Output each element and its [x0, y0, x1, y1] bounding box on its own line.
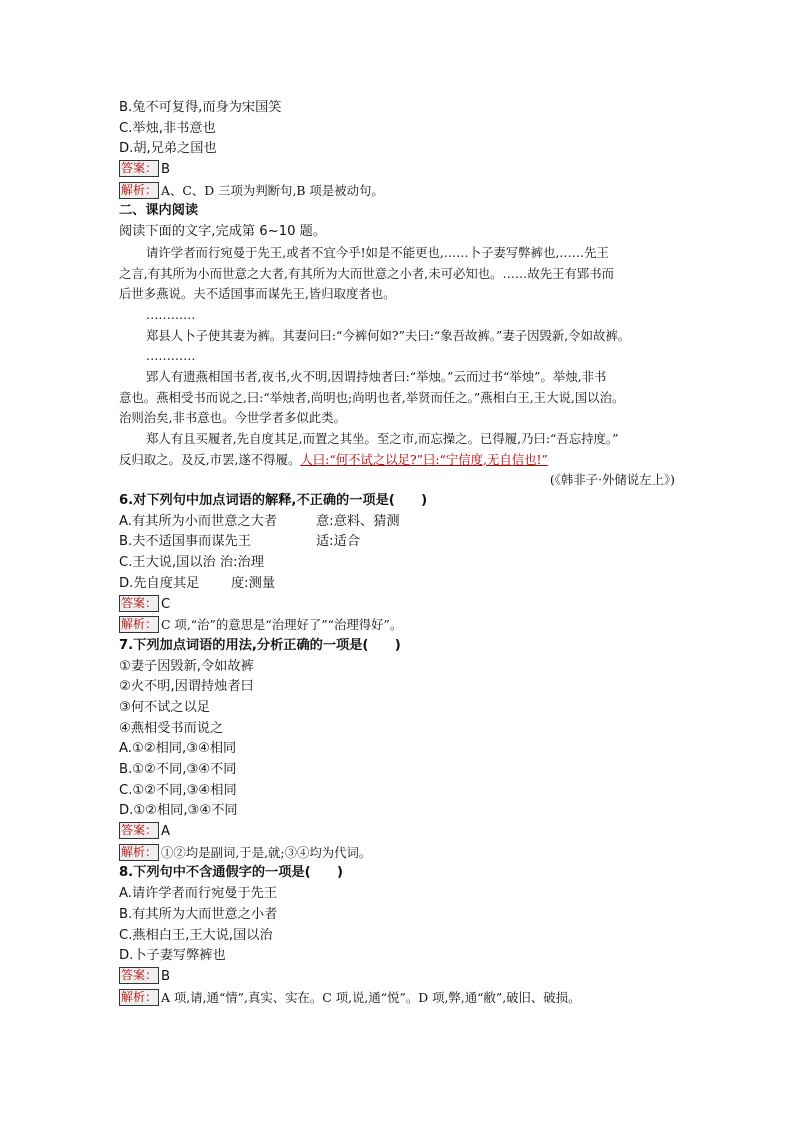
q7-sentence-3: ③何不试之以足: [119, 699, 210, 715]
q6-explain-tag: 解析：: [121, 617, 158, 632]
q6-option-b: [119, 532, 679, 553]
q7-sentence-1: ①妻子因毁新,令如故裤: [119, 658, 254, 674]
q8-answer-tag: 答案：: [121, 967, 158, 982]
q7-stem: 7.下列加点词语的用法,分析正确的一项是( ): [119, 637, 401, 653]
page-content: [119, 98, 679, 1008]
q6-explain-text: C 项,“治”的意思是“治理好了”“治理得好”。: [161, 617, 403, 633]
section-intro: 阅读下面的文字,完成第 6~10 题。: [119, 224, 327, 240]
q6-explain-row: [119, 615, 679, 636]
passage-p4-text: 反归取之。及反,市罢,遂不得履。: [119, 451, 301, 467]
q7-explain-row: [119, 843, 679, 864]
q7-sentence-4: ④燕相受书而说之: [119, 720, 224, 736]
q6-option-c: C.王大说,国以治 治:治理: [119, 555, 264, 571]
q7-option-a: A.①②相同,③④相同: [119, 741, 237, 757]
q8-option-b: B.有其所为大而世意之小者: [119, 906, 278, 922]
q6-answer-row: [119, 595, 679, 616]
passage-p3-line3: 治则治矣,非书意也。今世学者多似此类。: [119, 410, 346, 426]
passage-p2: 郑县人卜子使其妻为裤。其妻问曰:“今裤何如?”夫曰:“象吾故裤。”妻子因毁新,令如故裤。: [146, 327, 631, 343]
q7-explain-tag: 解析：: [121, 844, 158, 859]
q8-answer-value: B: [161, 968, 171, 984]
q6-a-def: 意:意料、猜测: [316, 513, 400, 529]
q7-answer-value: A: [161, 824, 171, 840]
passage-p4-line2: [119, 450, 679, 471]
option-d: D.胡,兄弟之国也: [119, 141, 217, 157]
q7-option-d: D.①②相同,③④不同: [119, 803, 238, 819]
q7-answer-tag: 答案：: [121, 823, 158, 838]
q6-answer-value: C: [161, 596, 171, 612]
explain-row: [119, 181, 679, 202]
q6-stem: 6.对下列句中加点词语的解释,不正确的一项是( ): [119, 493, 428, 509]
q7-explain-text: ①②均是副词,于是,就;③④均为代词。: [161, 844, 372, 860]
q6-b-text: B.夫不适国事而谋先王: [119, 534, 251, 550]
passage-p3-line1: 郢人有遗燕相国书者,夜书,火不明,因谓持烛者曰:“举烛。”云而过书“举烛”。举烛,非书: [146, 368, 607, 384]
q7-answer-row: [119, 822, 679, 843]
q8-option-d: D.卜子妻写弊裤也: [119, 948, 226, 964]
q8-option-c: C.燕相白王,王大说,国以治: [119, 927, 273, 943]
q7-option-c: C.①②不同,③④相同: [119, 782, 237, 798]
passage-p4-highlight: 人曰:“何不试之以足?”曰:“宁信度,无自信也!”: [300, 451, 548, 467]
explain-text: A、C、D 三项为判断句,B 项是被动句。: [161, 182, 384, 198]
q8-option-a: A.请许学者而行宛曼于先王: [119, 886, 278, 902]
q6-d-text: D.先自度其足: [119, 575, 200, 591]
q7-sentence-2: ②火不明,因谓持烛者曰: [119, 679, 254, 695]
passage-p4-line1: 郑人有且买履者,先自度其足,而置之其坐。至之市,而忘操之。已得履,乃曰:“吾忘持度。”: [146, 431, 619, 446]
q6-answer-tag: 答案：: [121, 595, 158, 610]
passage-p1-line1: 请许学者而行宛曼于先王,或者不宜今乎!如是不能更也,……卜子妻写弊裤也,……先王: [146, 244, 609, 260]
option-c: C.举烛,非书意也: [119, 120, 216, 136]
answer-value: B: [161, 162, 171, 178]
explain-tag: 解析：: [121, 182, 158, 197]
q8-answer-row: [119, 967, 679, 988]
passage-ellipsis-2: …………: [146, 348, 196, 364]
option-b: B.兔不可复得,而身为宋国笑: [119, 100, 282, 115]
passage-p3-line2: 意也。燕相受书而说之,曰:“举烛者,尚明也;尚明也者,举贤而任之。”燕相白王,王大说,国以治。: [119, 389, 625, 405]
q6-option-a: [119, 512, 679, 533]
q6-d-def: 度:测量: [231, 575, 276, 591]
section-title: 二、课内阅读: [119, 203, 199, 219]
q8-explain-row: [119, 988, 679, 1009]
q6-b-def: 适:适合: [316, 534, 361, 550]
q8-stem: 8.下列句中不含通假字的一项是( ): [119, 865, 344, 881]
q6-a-text: A.有其所为小而世意之大者: [119, 513, 278, 529]
passage-ellipsis-1: …………: [146, 306, 196, 322]
q6-option-d: [119, 574, 679, 595]
q8-explain-tag: 解析：: [121, 989, 158, 1004]
passage-p1-line3: 后世多燕说。夫不适国事而谋先王,皆归取度者也。: [119, 286, 396, 302]
q7-option-b: B.①②不同,③④不同: [119, 762, 237, 777]
answer-row: [119, 160, 679, 181]
passage-source: (《韩非子·外储说左上》): [549, 472, 675, 488]
q8-explain-text: A 项,请,通“情”,真实、实在。C 项,说,通“悦”。D 项,弊,通“敝”,破旧、破损。: [161, 989, 581, 1005]
passage-p1-line2: 之言,有其所为小而世意之大者,有其所为大而世意之小者,未可必知也。……故先王有郢书而: [119, 265, 615, 281]
answer-tag: 答案：: [121, 161, 158, 176]
